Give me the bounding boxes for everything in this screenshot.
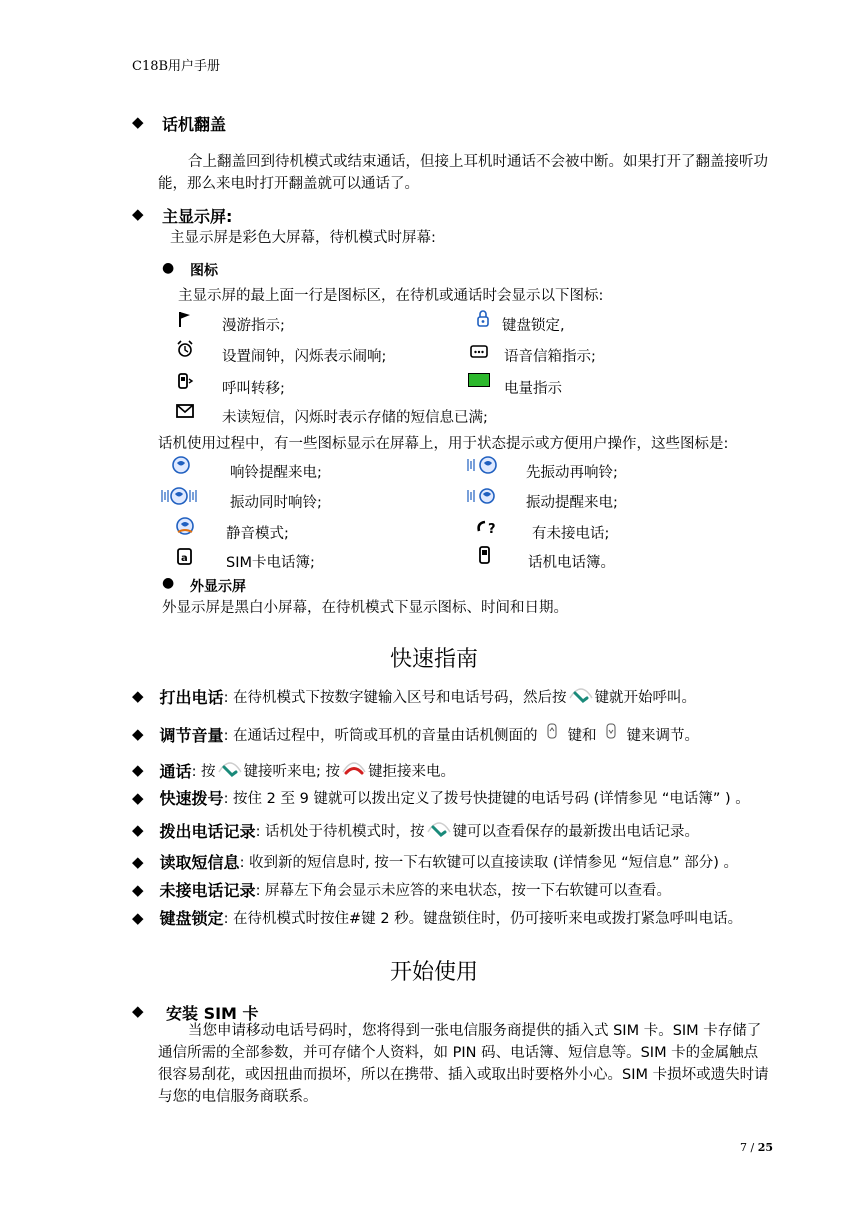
- page-separator: /: [750, 1141, 755, 1154]
- quick-item-text: 键接听来电; 按: [243, 763, 341, 780]
- vibrate-alert-icon: [466, 486, 498, 506]
- svg-text:?: ?: [488, 522, 496, 535]
- diamond-bullet: ◆: [132, 880, 144, 899]
- quick-guide-heading: 快速指南: [389, 647, 478, 672]
- status-label-vibrate-and-ring: 振动同时响铃;: [230, 495, 322, 511]
- quick-item-text: 键拒接来电。: [368, 763, 456, 780]
- quick-item-text: 键来调节。: [626, 727, 700, 744]
- section-title-flip: 话机翻盖: [162, 115, 227, 134]
- diamond-bullet: ◆: [132, 687, 144, 705]
- quick-item-volume: [132, 722, 699, 746]
- quick-item-missed-log: [132, 878, 671, 901]
- icons-subtitle: 图标: [190, 263, 218, 279]
- missed-call-icon: [476, 519, 498, 535]
- quick-item-keylock: [132, 906, 742, 929]
- alarm-clock-icon: [176, 340, 194, 358]
- icon-label-voicemail: 语音信箱指示;: [504, 349, 596, 365]
- quick-item-speed-dial: [132, 786, 750, 809]
- quick-item-text: : 屏幕左下角会显示未应答的来电状态，按一下右软键可以查看。: [255, 883, 672, 899]
- quick-item-text: 键和: [567, 727, 597, 744]
- flip-paragraph: 合上翻盖回到待机模式或结束通话，但接上耳机时通话不会被中断。如果打开了翻盖接听功能，那么来电时打开翻盖就可以通话了。: [158, 154, 768, 192]
- icons-desc: 主显示屏的最上面一行是图标区，在待机或通话时会显示以下图标:: [178, 288, 604, 304]
- envelope-icon: [176, 402, 194, 420]
- section-title-main-screen: 主显示屏:: [162, 207, 233, 226]
- diamond-bullet: ◆: [132, 1002, 144, 1020]
- quick-item-text: 键就开始呼叫。: [594, 689, 697, 706]
- silent-mode-icon: [174, 516, 196, 536]
- quick-item-text: : 在待机模式时按住#键 2 秒。键盘锁住时，仍可接听来电或拨打紧急呼叫电话。: [223, 911, 743, 927]
- icon-label-keylock: 键盘锁定,: [502, 318, 565, 334]
- status-label-ring: 响铃提醒来电;: [230, 465, 322, 481]
- dot-bullet: ●: [162, 575, 175, 591]
- svg-text:a: a: [181, 553, 188, 564]
- page-number: [740, 1141, 773, 1154]
- quick-item-text: : 话机处于待机模式时，按: [255, 823, 425, 840]
- external-screen-desc: 外显示屏是黑白小屏幕，在待机模式下显示图标、时间和日期。: [162, 600, 568, 616]
- quick-item-text: : 收到新的短信息时, 按一下右软键可以直接读取 (详情参见 “短信息” 部分) 。: [239, 855, 739, 871]
- current-page: 7: [740, 1141, 747, 1154]
- call-forward-icon: [176, 372, 194, 390]
- vibrate-and-ring-icon: [160, 486, 198, 506]
- diamond-bullet: ◆: [132, 113, 144, 131]
- diamond-bullet: ◆: [132, 205, 144, 223]
- icon-label-alarm: 设置闹钟，闪烁表示闹响;: [222, 349, 387, 365]
- getting-started-heading: 开始使用: [389, 960, 478, 985]
- main-screen-desc: 主显示屏是彩色大屏幕，待机模式时屏幕:: [170, 230, 436, 246]
- icon-label-forward: 呼叫转移;: [222, 381, 285, 397]
- quick-item-text: : 在待机模式下按数字键输入区号和电话号码，然后按: [223, 689, 567, 706]
- quick-item-call: [132, 758, 455, 782]
- status-label-phone-book: 话机电话簿。: [528, 555, 615, 571]
- status-label-silent: 静音模式;: [226, 526, 289, 542]
- quick-item-read-sms: [132, 850, 738, 873]
- diamond-bullet: ◆: [132, 908, 144, 927]
- diamond-bullet: ◆: [132, 788, 144, 807]
- quick-item-title: 快速拨号: [159, 789, 224, 808]
- call-key-icon: [425, 818, 453, 842]
- status-label-vibrate: 振动提醒来电;: [526, 495, 618, 511]
- vibrate-then-ring-icon: [466, 455, 502, 475]
- quick-item-text: : 按: [191, 763, 216, 780]
- total-pages: 25: [757, 1141, 774, 1154]
- call-key-icon: [216, 758, 244, 782]
- quick-item-title: 通话: [159, 761, 192, 781]
- quick-item-title: 打出电话: [159, 687, 224, 707]
- sim-install-paragraph: 当您申请移动电话号码时，您将得到一张电信服务商提供的插入式 SIM 卡。SIM 卡存储了通信所需的全部参数，并可存储个人资料，如 PIN 码、电话簿、短信息等。SIM 卡的金属触点很容易刮花，或因扭曲而损坏，所以在携带、插入或取出时要格外小心。SIM 卡损坏或遗失时请与您的电信服务商联系。: [158, 1023, 769, 1105]
- voicemail-icon: [470, 343, 488, 361]
- quick-item-title: 键盘锁定: [159, 909, 224, 928]
- quick-item-title: 未接电话记录: [159, 881, 256, 900]
- icon-label-sms: 未读短信，闪烁时表示存储的短信息已满;: [222, 410, 488, 426]
- document-header: C18B用户手册: [132, 59, 221, 74]
- phone-phonebook-icon: [476, 546, 494, 564]
- quick-item-text: 键可以查看保存的最新拨出电话记录。: [452, 823, 700, 840]
- external-screen-subtitle: 外显示屏: [190, 579, 246, 595]
- roaming-flag-icon: [176, 310, 194, 328]
- diamond-bullet: ◆: [132, 725, 144, 743]
- end-key-icon: [340, 758, 368, 782]
- icon-label-roaming: 漫游指示;: [222, 318, 285, 334]
- diamond-bullet: ◆: [132, 761, 144, 779]
- volume-down-key-icon: [597, 722, 627, 746]
- quick-item-dialed-log: [132, 818, 699, 842]
- icon-label-battery: 电量指示: [504, 381, 562, 397]
- dot-bullet: ●: [162, 260, 175, 276]
- quick-item-text: : 在通话过程中，听筒或耳机的音量由话机侧面的: [223, 727, 538, 744]
- sim-phonebook-icon: [176, 547, 194, 565]
- call-key-icon: [567, 684, 595, 708]
- diamond-bullet: ◆: [132, 821, 144, 839]
- status-label-vibrate-then-ring: 先振动再响铃;: [526, 465, 618, 481]
- quick-item-title: 读取短信息: [159, 853, 240, 872]
- sim-install-title: 安装 SIM 卡: [166, 1004, 259, 1023]
- status-label-missed: 有未接电话;: [532, 526, 610, 542]
- ring-icon: [168, 455, 194, 475]
- keypad-lock-icon: [474, 310, 492, 328]
- quick-item-text: : 按住 2 至 9 键就可以拨出定义了拨号快捷键的电话号码 (详情参见 “电话簿” ) 。: [223, 791, 750, 807]
- battery-icon: [468, 373, 490, 387]
- status-icons-desc: 话机使用过程中，有一些图标显示在屏幕上，用于状态提示或方便用户操作，这些图标是:: [158, 436, 729, 452]
- status-label-sim-book: SIM卡电话簿;: [226, 555, 315, 571]
- volume-up-key-icon: [538, 722, 568, 746]
- quick-item-title: 调节音量: [159, 725, 224, 745]
- quick-item-dial: [132, 684, 696, 708]
- quick-item-title: 拨出电话记录: [159, 821, 256, 841]
- diamond-bullet: ◆: [132, 852, 144, 871]
